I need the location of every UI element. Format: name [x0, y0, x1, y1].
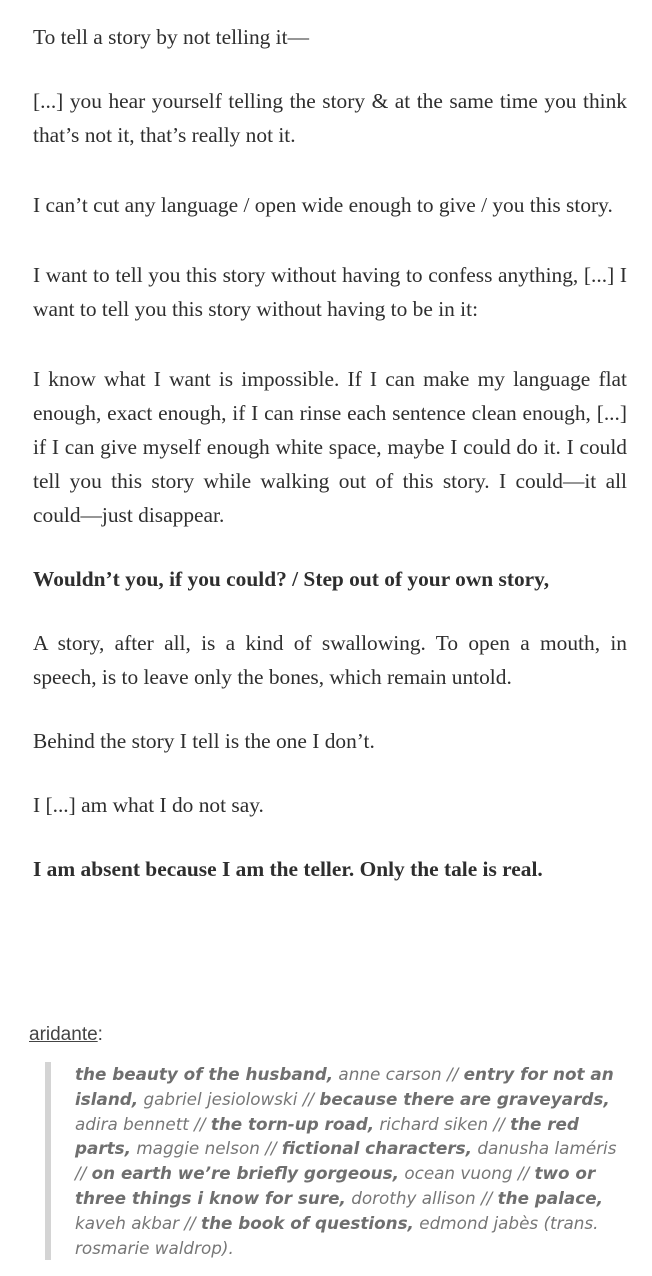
- source-author: dorothy allison //: [345, 1187, 498, 1208]
- poem-line: I know what I want is impossible. If I can make my language flat enough, exact enough, if I can rinse each sentence clean enough, [...] if I can give myself enough white space, maybe I could do it. I could tell you this story while walking out of this story. I could—it all could—just disappear.: [33, 367, 627, 527]
- poem-line: I want to tell you this story without having to confess anything, [...] I want to tell you this story without having to be in it:: [33, 263, 627, 321]
- source-title: entry for not an island,: [75, 1064, 614, 1109]
- reblog-section: [29, 1022, 629, 1260]
- source-author: gabriel jesiolowski //: [138, 1088, 320, 1109]
- source-title: fictional characters,: [281, 1138, 472, 1159]
- source-author: ocean vuong //: [399, 1163, 535, 1184]
- source-title: the red parts,: [75, 1113, 579, 1159]
- source-title: on earth we’re briefly gorgeous,: [91, 1163, 399, 1184]
- source-title: the palace,: [497, 1187, 603, 1208]
- source-title: because there are graveyards,: [319, 1088, 610, 1109]
- source-author: anne carson //: [333, 1064, 464, 1084]
- poem-line: To tell a story by not telling it—: [33, 25, 309, 49]
- source-author: kaveh akbar //: [75, 1212, 202, 1233]
- source-author: edmond jabès (trans. rosmarie waldrop).: [75, 1212, 599, 1258]
- poem-line: Behind the story I tell is the one I don’t.: [33, 729, 375, 753]
- poem-line: I am absent because I am the teller. Only the tale is real.: [33, 857, 543, 881]
- source-title: the book of questions,: [201, 1212, 414, 1233]
- source-author: adira bennett //: [75, 1113, 211, 1134]
- poem-line: A story, after all, is a kind of swallowing. To open a mouth, in speech, is to leave only the bones, which remain untold.: [33, 631, 627, 689]
- source-author: richard siken //: [374, 1113, 511, 1134]
- reblog-username-link[interactable]: aridante: [29, 1024, 98, 1045]
- source-author: maggie nelson //: [131, 1138, 282, 1159]
- poem-line: I [...] am what I do not say.: [33, 793, 264, 817]
- source-title: the beauty of the husband,: [75, 1064, 334, 1084]
- source-title: the torn-up road,: [210, 1113, 375, 1134]
- source-author: danusha laméris //: [75, 1138, 617, 1184]
- poem-line: I can’t cut any language / open wide enough to give / you this story.: [33, 193, 613, 217]
- reblog-header: [29, 1022, 629, 1048]
- poem-quote: [33, 20, 627, 886]
- poem-line: Wouldn’t you, if you could? / Step out of your own story,: [33, 567, 550, 591]
- poem-line: [...] you hear yourself telling the story & at the same time you think that’s not it, that’s really not it.: [33, 89, 627, 147]
- reblog-colon: :: [97, 1024, 103, 1045]
- source-title: two or three things i know for sure,: [75, 1163, 596, 1208]
- source-blockquote: [45, 1062, 627, 1260]
